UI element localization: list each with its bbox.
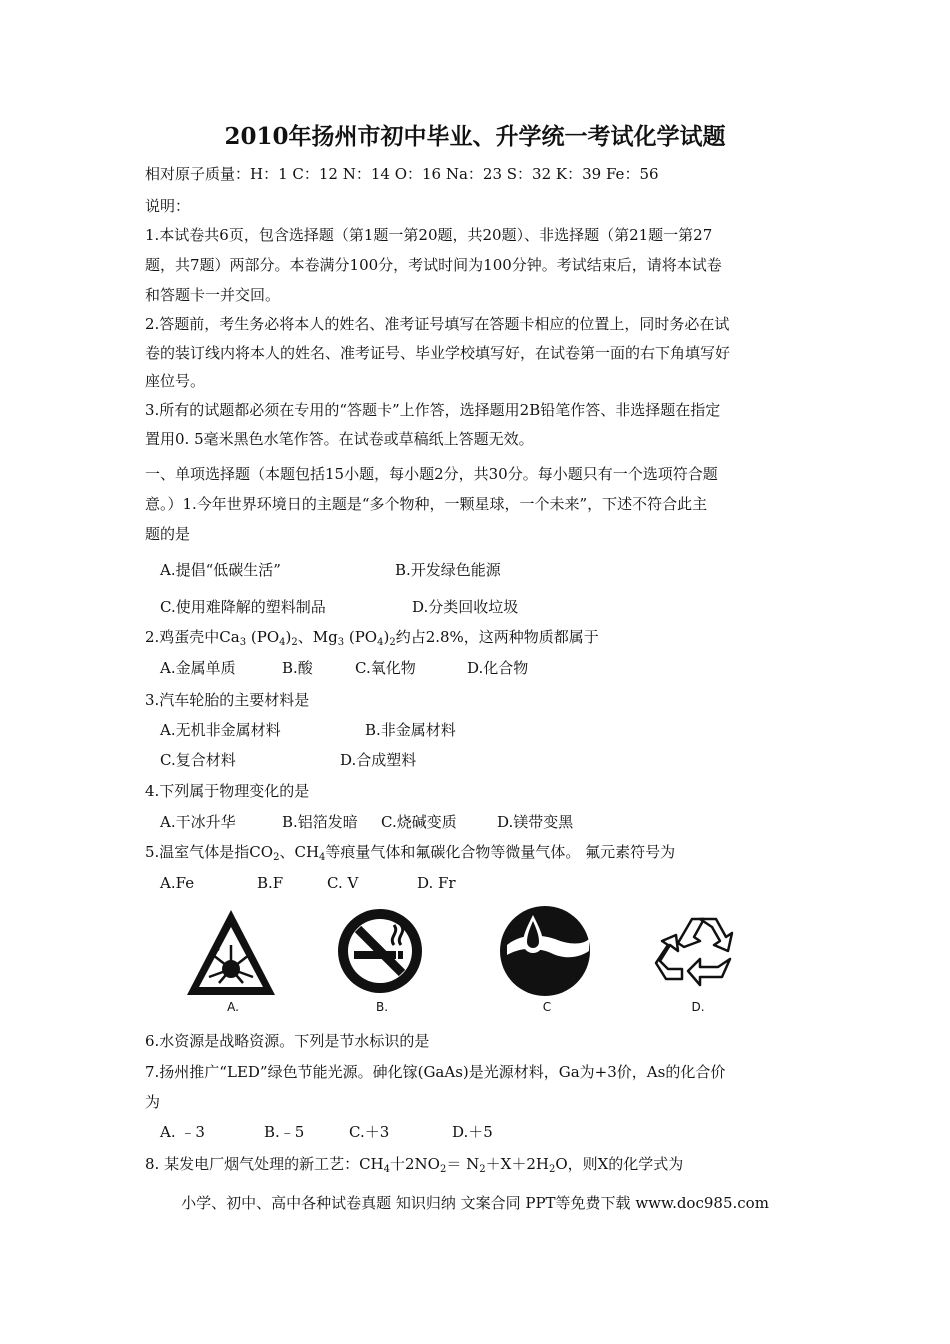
q2-option-a: A.金属单质 xyxy=(160,659,236,677)
section1-line1: 一、单项选择题（本题包括15小题，每小题2分，共30分。每小题只有一个选项符合题 xyxy=(145,465,718,483)
q3-stem: 3.汽车轮胎的主要材料是 xyxy=(145,691,310,709)
q2-stem: 2.鸡蛋壳中$Ca_3$ $(PO_4)_2$、$Mg_3$ $(PO_4)_2$约占2.8%，这两种物质都属于 xyxy=(145,628,599,648)
q7-option-d: D.＋5 xyxy=(452,1123,493,1141)
note2-line3: 座位号。 xyxy=(145,372,206,390)
q7-option-a: A. ﹣3 xyxy=(160,1123,205,1141)
q2-option-b: B.酸 xyxy=(282,659,313,677)
q3-option-a: A.无机非金属材料 xyxy=(160,721,281,739)
section1-line3: 题的是 xyxy=(145,525,191,543)
notes-heading: 说明： xyxy=(145,197,191,215)
q5-option-d: D. Fr xyxy=(417,874,456,892)
sign-caption-b: B. xyxy=(375,1000,389,1014)
q1-option-b: B.开发绿色能源 xyxy=(395,561,501,579)
sign-caption-c: C xyxy=(542,1000,552,1014)
q8-stem: 8. 某发电厂烟气处理的新工艺：$CH_4$十$2NO_2= N_2+X+2H_2O$，则X的化学式为 xyxy=(145,1155,684,1175)
sign-caption-d: D. xyxy=(691,1000,705,1014)
q3-option-b: B.非金属材料 xyxy=(365,721,456,739)
page-title: 2010年扬州市初中毕业、升学统一考试化学试题 xyxy=(224,123,726,150)
q3-option-c: C.复合材料 xyxy=(160,751,236,769)
note1-line3: 和答题卡一并交回。 xyxy=(145,286,281,304)
note2-line1: 2.答题前，考生务必将本人的姓名、准考证号填写在答题卡相应的位置上，同时务必在试 xyxy=(145,315,730,333)
q4-option-a: A.干冰升华 xyxy=(160,813,236,831)
q7-option-c: C.＋3 xyxy=(349,1123,390,1141)
q5-stem: 5.温室气体是指$CO_2$、$CH_4$等痕量气体和氟碳化合物等微量气体。 氟元素符号为 xyxy=(145,843,676,863)
q4-stem: 4.下列属于物理变化的是 xyxy=(145,782,310,800)
q5-option-b: B.F xyxy=(257,874,284,892)
q7-line1: 7.扬州推广“LED”绿色节能光源。砷化镓(GaAs)是光源材料，Ga为+3价，As的化合价 xyxy=(145,1063,726,1081)
q5-option-a: A.Fe xyxy=(160,874,195,892)
q1-option-d: D.分类回收垃圾 xyxy=(412,598,519,616)
q2-option-d: D.化合物 xyxy=(467,659,529,677)
footer-link[interactable]: 小学、初中、高中各种试卷真题 知识归纳 文案合同 PPT等免费下载 www.doc985.com xyxy=(181,1194,769,1212)
q1-option-c: C.使用难降解的塑料制品 xyxy=(160,598,326,616)
q6-stem: 6.水资源是战略资源。下列是节水标识的是 xyxy=(145,1032,430,1050)
q3-option-d: D.合成塑料 xyxy=(340,751,417,769)
note3-line1: 3.所有的试题都必须在专用的“答题卡”上作答，选择题用2B铅笔作答、非选择题在指定 xyxy=(145,401,721,419)
q4-option-c: C.烧碱变质 xyxy=(381,813,457,831)
sign-caption-a: A. xyxy=(227,1000,239,1014)
q2-option-c: C.氧化物 xyxy=(355,659,416,677)
note2-line2: 卷的装订线内将本人的姓名、准考证号、毕业学校填写好，在试卷第一面的右下角填写好 xyxy=(145,344,731,362)
q4-option-b: B.铝箔发暗 xyxy=(282,813,358,831)
note1-line1: 1.本试卷共6页，包含选择题（第1题一第20题，共20题）、非选择题（第21题一第27 xyxy=(145,226,713,244)
q7-option-b: B.﹣5 xyxy=(264,1123,305,1141)
q1-option-a: A.提倡“低碳生活” xyxy=(160,561,281,579)
note3-line2: 置用0. 5毫米黑色水笔作答。在试卷或草稿纸上答题无效。 xyxy=(145,430,534,448)
note1-line2: 题，共7题）两部分。本卷满分100分，考试时间为100分钟。考试结束后，请将本试卷 xyxy=(145,256,722,274)
q5-option-c: C. V xyxy=(327,874,359,892)
q4-option-d: D.镁带变黑 xyxy=(497,813,574,831)
q7-line2: 为 xyxy=(145,1093,161,1111)
section1-line2: 意。）1.今年世界环境日的主题是“多个物种，一颗星球，一个未来”，下述不符合此主 xyxy=(145,495,708,513)
atomic-masses: 相对原子质量：H：1 C：12 N：14 O：16 Na：23 S：32 K：39 Fe：56 xyxy=(145,165,659,183)
